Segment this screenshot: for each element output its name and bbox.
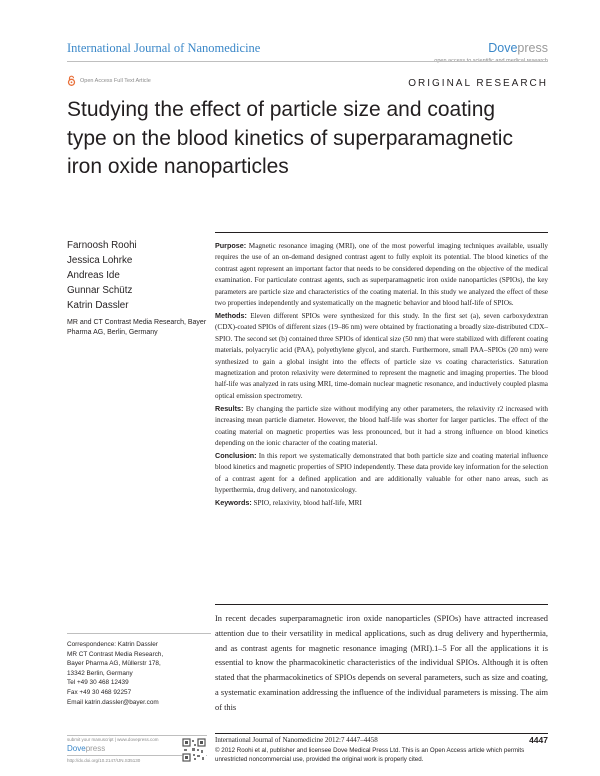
copyright-notice: © 2012 Roohi et al, publisher and licensee Dove Medical Press Ltd. This is an Open Access article which permits unrestricted noncommercial use, provided the original work is properly cited. <box>215 747 525 764</box>
purpose-label: Purpose: <box>215 241 247 250</box>
correspondence-email[interactable]: Email katrin.dassler@bayer.com <box>67 698 159 706</box>
open-access-label <box>67 75 151 86</box>
header-divider <box>67 61 548 62</box>
results-label: Results: <box>215 403 244 413</box>
correspondence-line: Correspondence: Katrin Dassler <box>67 641 158 648</box>
footer-brand-dove: Dove <box>67 744 86 753</box>
open-access-text: Open Access Full Text Article <box>80 77 151 84</box>
author: Gunnar Schütz <box>67 285 133 296</box>
footer-rule <box>215 733 548 734</box>
abstract-keywords <box>215 497 548 509</box>
methods-label: Methods: <box>215 310 247 320</box>
correspondence-line: Tel +49 30 468 12439 <box>67 679 129 687</box>
doi-link[interactable]: http://dx.doi.org/10.2147/IJN.S35130 <box>67 758 141 763</box>
correspondence-rule <box>67 633 211 634</box>
author: Andreas Ide <box>67 270 120 281</box>
abstract <box>215 240 548 510</box>
journal-name: International Journal of Nanomedicine <box>67 41 261 55</box>
footer-left-rule <box>67 735 207 736</box>
open-access-lock-icon <box>67 75 76 86</box>
publisher-logo <box>488 41 548 55</box>
author: Katrin Dassler <box>67 300 129 311</box>
abstract-bottom-rule <box>215 604 548 605</box>
conclusion-text: In this report we systematically demonstrated that both particle size and coating material influence blood kinetics and magnetic properties of SPIO independently. These data provide key information for the selection of a contrast agent for a defined application and are additionally valuable for other nano areas, such as hyperthermia, drug delivery, and nanotoxicology. <box>215 451 548 495</box>
brand-dove: Dove <box>488 41 518 55</box>
abstract-purpose <box>215 240 548 309</box>
author-list <box>67 238 137 313</box>
correspondence-line: Bayer Pharma AG, Müllerstr 178, <box>67 660 161 668</box>
author: Jessica Lohrke <box>67 255 133 266</box>
publisher-tagline: open access to scientific and medical research <box>434 58 548 64</box>
page-number: 4447 <box>529 735 548 745</box>
abstract-methods <box>215 310 548 402</box>
correspondence-line: MR CT Contrast Media Research, <box>67 650 164 658</box>
methods-text: Eleven different SPIOs were synthesized for this study. In the first set (a), seven carboxydextran (CDX)-coated SPIOs of different sizes (19–86 nm) were obtained by fractionating a broadly size-distributed CDX–SPIO. The second set (b) contained three SPIOs of identical size (50 nm) that were stabilized with different coating materials, polyacrylic acid (PAA), polyethylene glycol, and starch. Furthermore, small PAA–SPIOs (20 nm) were synthesized to gain a global insight into the effects of particle size vs coating characteristics. Saturation magnetization and proton relaxivity were determined to represent the magnetic and imaging properties. The blood half-life was analyzed in rats using MRI, time-domain nuclear magnetic resonance, and inductively coupled plasma optical emission spectrometry. <box>215 311 548 400</box>
purpose-text: Magnetic resonance imaging (MRI), one of the most powerful imaging techniques available, usually requires the use of an on-demand designed contrast agent to fully exploit its potential. The blood kinetics of the contrast agent represent an important factor that needs to be considered depending on the objective of the medical examination. For particulate contrast agents, such as superparamagnetic iron oxide nanoparticles (SPIOs), the key parameters are particle size and characteristics of the coating material. In this study we analyzed the effect of these two properties independently and systematically on the magnetic behavior and blood half-life of SPIOs. <box>215 242 548 308</box>
intro-paragraph: In recent decades superparamagnetic iron oxide nanoparticles (SPIOs) have attracted increased attention due to their versatility in medical applications, such as drug delivery and hyperthermia, and as contrast agents for magnetic resonance imaging (MRI).1–5 For all the applications it is essential to know the pharmacokinetic characteristics of the individual SPIOs. Although it is often stated that the pharmacokinetics of SPIOs depends on several parameters, such as size and coating, a systematic examination addressing the influence of the individual parameters is missing. The aim of this <box>215 614 548 712</box>
introduction <box>215 612 548 716</box>
footer-brand-press: press <box>85 744 106 753</box>
results-text: By changing the particle size without modifying any other parameters, the relaxivity r2 increased with increasing mean particle diameter. However, the blood half-life was shorter for larger particles. The effect of the coating material on magnetic properties was less pronounced, but it had a strong influence on blood kinetics depending on the ionic character of the coating material. <box>215 404 548 447</box>
brand-press: press <box>517 41 548 55</box>
correspondence-line: Fax +49 30 468 92257 <box>67 688 132 696</box>
qr-code-icon <box>182 738 206 762</box>
abstract-results <box>215 403 548 450</box>
section-label: ORIGINAL RESEARCH <box>408 78 548 89</box>
keywords-text: SPIO, relaxivity, blood half-life, MRI <box>251 498 362 507</box>
affiliation: MR and CT Contrast Media Research, Bayer Pharma AG, Berlin, Germany <box>67 319 207 336</box>
footer-publisher-logo <box>67 744 105 753</box>
abstract-top-rule <box>215 232 548 233</box>
correspondence-line: 13342 Berlin, Germany <box>67 669 133 677</box>
conclusion-label: Conclusion: <box>215 450 257 460</box>
correspondence-block <box>67 640 217 707</box>
article-title: Studying the effect of particle size and coating type on the blood kinetics of superparamagnetic iron oxide nanoparticles <box>67 98 513 178</box>
submit-manuscript-link[interactable]: submit your manuscript | www.dovepress.com <box>67 737 159 742</box>
footer-journal-citation: International Journal of Nanomedicine 2012:7 4447–4458 <box>215 736 378 744</box>
author: Farnoosh Roohi <box>67 240 137 251</box>
abstract-conclusion <box>215 450 548 497</box>
keywords-label: Keywords: <box>215 497 252 507</box>
